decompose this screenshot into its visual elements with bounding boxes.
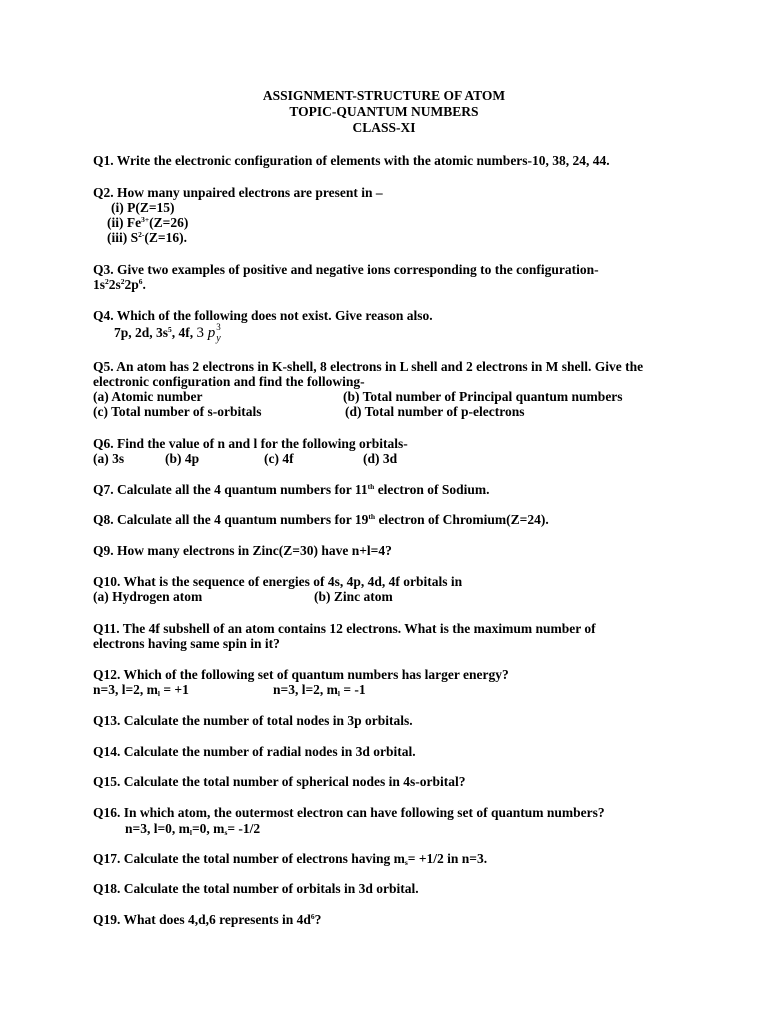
question-3: Q3. Give two examples of positive and negative ions corresponding to the configuration- [93, 262, 599, 277]
question-2: Q2. How many unpaired electrons are present in – [93, 185, 383, 200]
question-6-part-b: (b) 4p [165, 451, 200, 466]
question-5-part-d: (d) Total number of p-electrons [345, 404, 525, 419]
question-16-quantum-set: n=3, l=0, $m_l=0$, $m_s= -1/2$ [125, 821, 261, 837]
question-7: Q7. Calculate all the 4 quantum numbers for 11th electron of Sodium. [93, 482, 490, 497]
question-5: Q5. An atom has 2 electrons in K-shell, 8 electrons in L shell and 2 electrons in M shell. Give the [93, 359, 644, 374]
question-5-continued: electronic configuration and find the following- [93, 374, 365, 389]
question-4-options: 7p, 2d, $3s^5$, 4f, 3 p 3 y [114, 325, 223, 341]
page-title: ASSIGNMENT-STRUCTURE OF ATOM [262, 88, 506, 103]
question-18: Q18. Calculate the total number of orbitals in 3d orbital. [93, 881, 419, 896]
question-13: Q13. Calculate the number of total nodes in 3p orbitals. [93, 713, 413, 728]
question-6-part-a: (a) 3s [93, 451, 125, 466]
question-14: Q14. Calculate the number of radial nodes in 3d orbital. [93, 744, 416, 759]
question-10-part-b: (b) Zinc atom [314, 589, 393, 604]
topic-heading: TOPIC-QUANTUM NUMBERS [289, 104, 479, 119]
question-1: Q1. Write the electronic configuration of elements with the atomic numbers-10, 38, 24, 44. [93, 153, 610, 168]
question-11: Q11. The 4f subshell of an atom contains 12 electrons. What is the maximum number of [93, 621, 596, 636]
question-19: Q19. What does 4,d,6 represents in $4d^6$? [93, 912, 322, 927]
question-2-option-ii: (ii) $Fe^{3+}(Z=26)$ [107, 215, 189, 230]
question-5-part-b: (b) Total number of Principal quantum numbers [343, 389, 623, 404]
question-6: Q6. Find the value of n and l for the following orbitals- [93, 436, 408, 451]
question-2-option-i: (i) P(Z=15) [111, 200, 175, 215]
question-6-part-c: (c) 4f [264, 451, 294, 466]
orbital-math-expression: 3 p 3 y [196, 322, 221, 344]
question-6-part-d: (d) 3d [363, 451, 398, 466]
question-10-part-a: (a) Hydrogen atom [93, 589, 203, 604]
question-12-set-1: n=3, l=2, $m_l = +1$ [93, 682, 189, 698]
question-8: Q8. Calculate all the 4 quantum numbers for 19th electron of Chromium(Z=24). [93, 512, 549, 527]
question-9: Q9. How many electrons in Zinc(Z=30) have n+l=4? [93, 543, 392, 558]
question-5-part-a: (a) Atomic number [93, 389, 203, 404]
question-15: Q15. Calculate the total number of spherical nodes in 4s-orbital? [93, 774, 466, 789]
class-heading: CLASS-XI [352, 120, 416, 135]
question-2-option-iii: (iii) $S^{2-}(Z=16)$. [107, 230, 187, 245]
question-12-set-2: n=3, l=2, $m_l = -1$ [273, 682, 366, 698]
question-17: Q17. Calculate the total number of electrons having $m_s= +1/2$ in n=3. [93, 851, 488, 867]
question-4: Q4. Which of the following does not exist. Give reason also. [93, 308, 433, 323]
question-10: Q10. What is the sequence of energies of 4s, 4p, 4d, 4f orbitals in [93, 574, 463, 589]
question-12: Q12. Which of the following set of quantum numbers has larger energy? [93, 667, 509, 682]
question-3-configuration: $1s^22s^22p^6$. [93, 277, 146, 292]
question-5-part-c: (c) Total number of s-orbitals [93, 404, 262, 419]
question-11-continued: electrons having same spin in it? [93, 636, 280, 651]
question-16: Q16. In which atom, the outermost electron can have following set of quantum numbers? [93, 805, 605, 820]
